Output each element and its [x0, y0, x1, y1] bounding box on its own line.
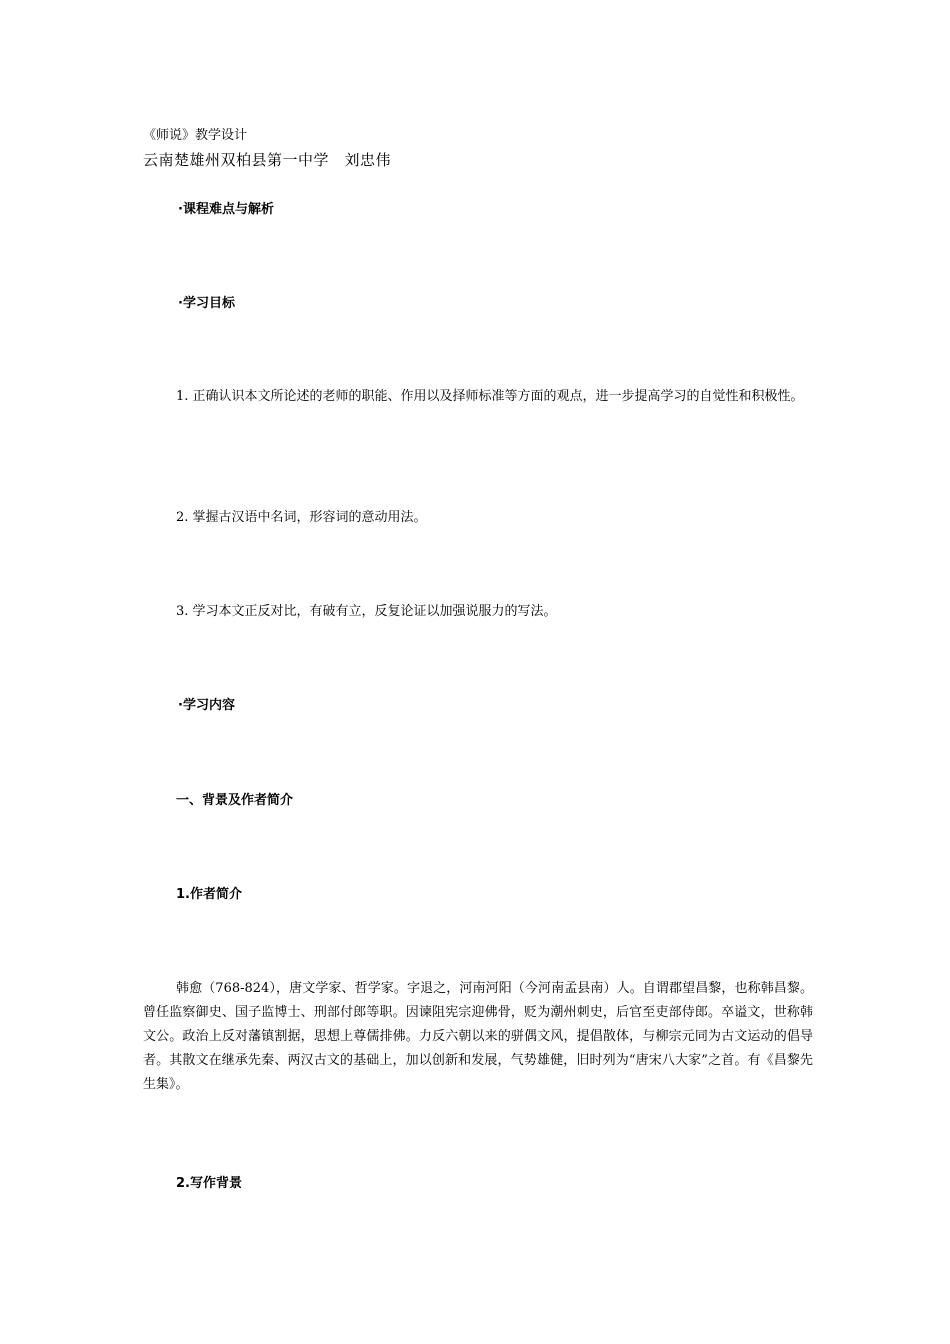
- background-heading: 一、背景及作者简介: [176, 793, 294, 808]
- writing-background-heading: 2.写作背景: [176, 1176, 242, 1191]
- author-line: 云南楚雄州双柏县第一中学 刘忠伟: [143, 151, 392, 169]
- goal-2-paragraph: 2. 掌握古汉语中名词，形容词的意动用法。: [176, 510, 427, 525]
- document-title: 《师说》教学设计: [143, 128, 248, 143]
- content-heading: ·学习内容: [178, 698, 235, 713]
- difficulty-heading: ·课程难点与解析: [178, 202, 274, 217]
- author-intro-heading: 1.作者简介: [176, 887, 242, 902]
- goal-1-paragraph: 1. 正确认识本文所论述的老师的职能、作用以及择师标准等方面的观点，进一步提高学习的自觉性和积极性。: [176, 389, 804, 404]
- goal-3-paragraph: 3. 学习本文正反对比，有破有立，反复论证以加强说服力的写法。: [176, 604, 557, 619]
- author-intro-paragraph: 韩愈（768-824），唐文学家、哲学家。字退之，河南河阳（今河南孟县南）人。自谓郡望昌黎，也称韩昌黎。曾任监察御史、国子监博士、刑部付郎等职。因谏阻宪宗迎佛骨，贬为潮州刺史，后官至吏部侍郎。卒谥文，世称韩文公。政治上反对藩镇割据，思想上尊儒排佛。力反六朝以来的骈偶文风，提倡散体，与柳宗元同为古文运动的倡导者。其散文在继承先秦、两汉古文的基础上，加以创新和发展，气势雄健，旧时列为“唐宋八大家”之首。有《昌黎先生集》。: [143, 981, 813, 1092]
- goals-heading: ·学习目标: [178, 296, 235, 311]
